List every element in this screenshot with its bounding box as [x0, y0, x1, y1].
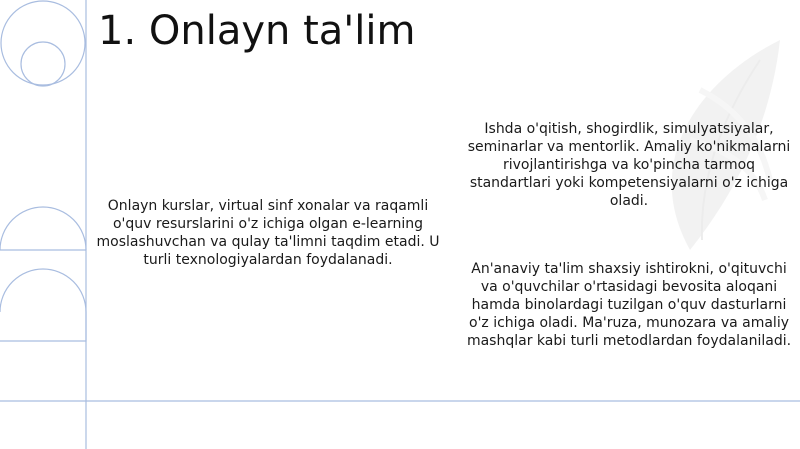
arch-bottom — [0, 269, 86, 341]
paragraph-online-learning: Onlayn kurslar, virtual sinf xonalar va raqamli o'quv resurslarini o'z ichiga olgan e-learning moslashuvchan va qulay ta'limni taqdim etadi. U turli texnologiyalardan foydalanadi. — [96, 198, 440, 268]
paragraph-workplace-training: Ishda o'qitish, shogirdlik, simulyatsiyalar, seminarlar va mentorlik. Amaliy ko'nikmalarni rivojlantirishga va ko'pincha tarmoq standartlari yoki kompetensiyalarni o'z ichiga oladi. — [467, 121, 791, 209]
circle-small — [21, 42, 65, 86]
arch-top — [0, 207, 86, 250]
page-title: 1. Onlayn ta'lim — [98, 8, 416, 54]
paragraph-traditional-education: An'anaviy ta'lim shaxsiy ishtirokni, o'qituvchi va o'quvchilar o'rtasidagi bevosita aloqani hamda binolardagi tuzilgan o'quv dasturlarni o'z ichiga oladi. Ma'ruza, munozara va amaliy mashqlar kabi turli metodlardan foydalaniladi. — [466, 261, 792, 349]
circle-large — [1, 1, 85, 85]
